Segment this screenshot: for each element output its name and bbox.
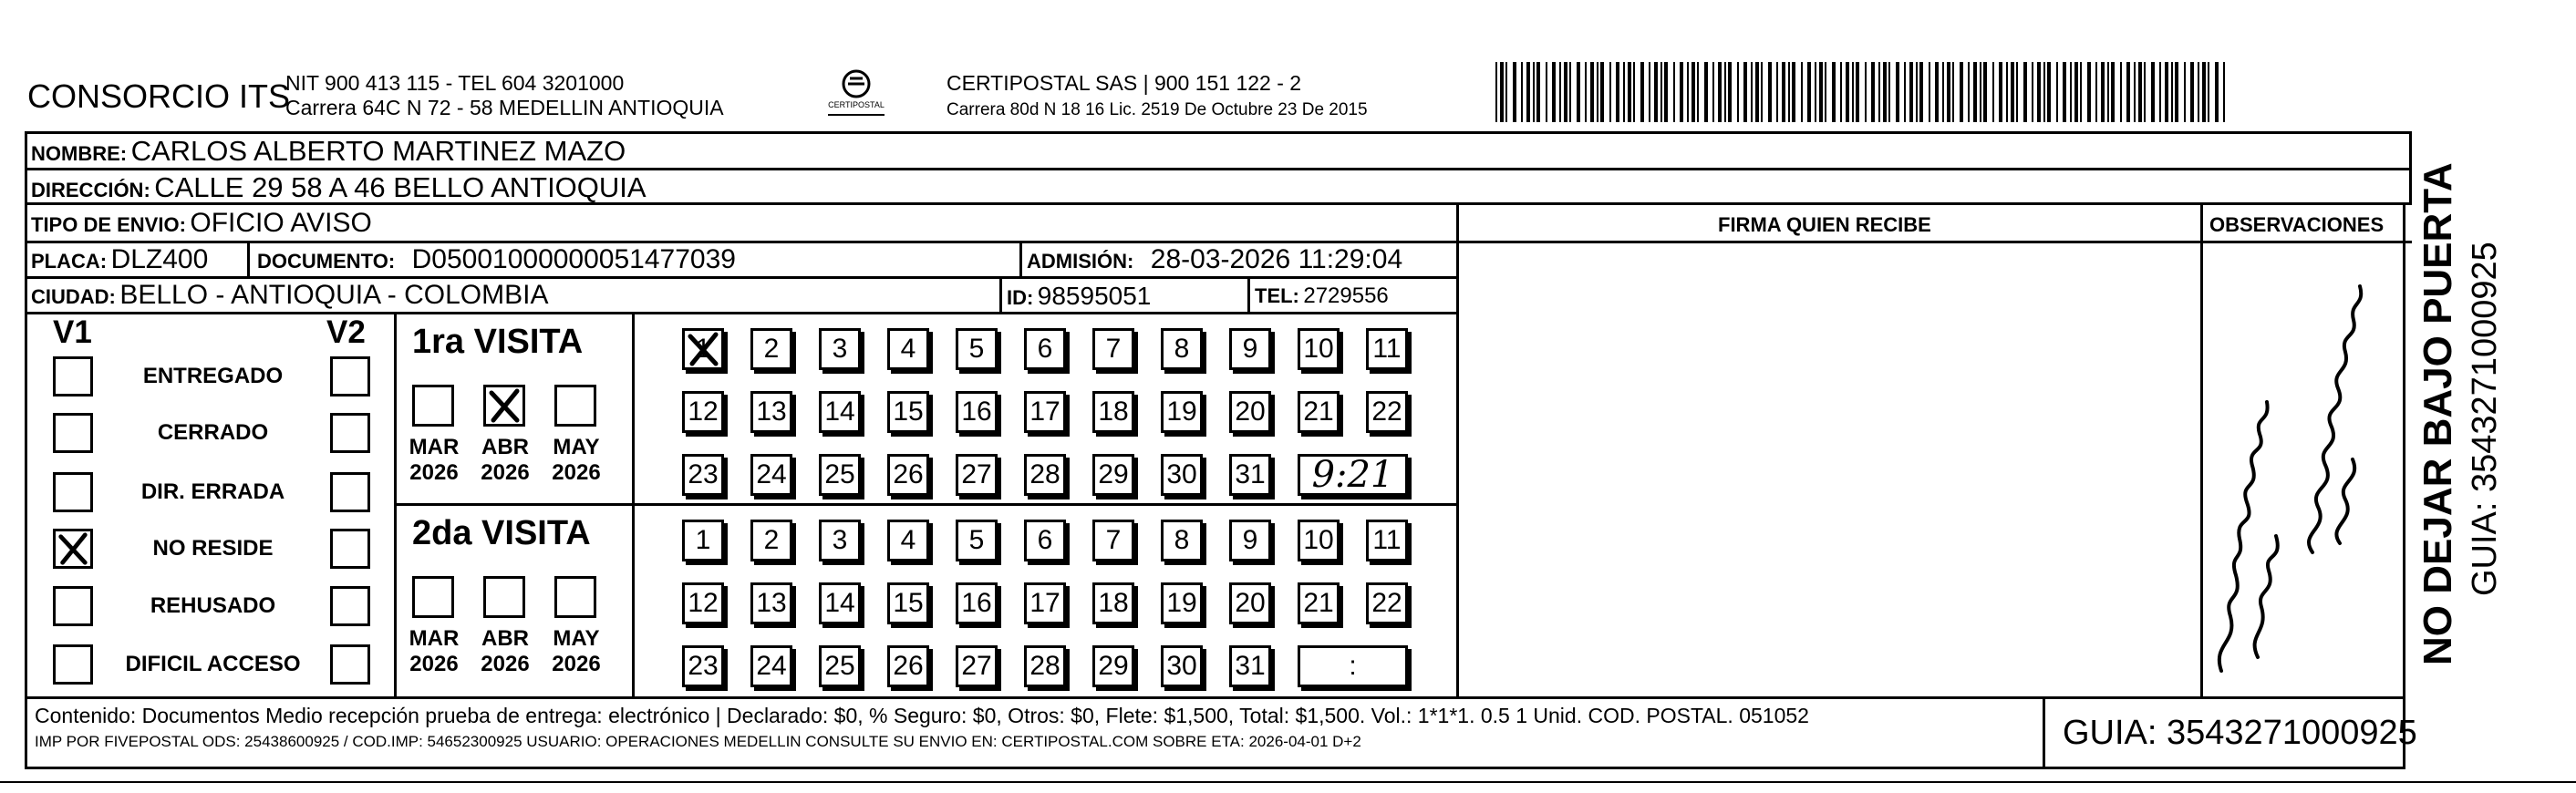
day-number: 8 [1174, 334, 1190, 364]
month-label: ABR [481, 435, 529, 459]
day-number: 15 [893, 588, 924, 618]
day-number: 6 [1037, 525, 1053, 555]
carrier-address: Carrera 80d N 18 16 Lic. 2519 De Octubre 23 De 2015 [947, 100, 1368, 119]
day-box[interactable] [1229, 391, 1271, 433]
day-box[interactable] [1298, 328, 1340, 370]
side-guia: GUIA: 3543271000925 [2466, 242, 2504, 596]
day-number: 1 [695, 334, 711, 364]
time-value: 9:21 [1311, 454, 1394, 496]
day-box[interactable] [1229, 454, 1271, 496]
day-number: 28 [1029, 459, 1060, 489]
company-nit: NIT 900 413 115 - TEL 604 3201000 [285, 71, 625, 95]
day-number: 18 [1098, 588, 1129, 618]
day-box[interactable] [887, 328, 929, 370]
day-number: 4 [900, 525, 916, 555]
v2-checkbox[interactable] [330, 529, 370, 569]
day-number: 26 [893, 651, 924, 681]
v2-header: V2 [326, 314, 366, 350]
day-box[interactable] [750, 520, 792, 561]
ciudad-row [31, 282, 548, 309]
id-label: ID: [1007, 286, 1034, 309]
day-box[interactable] [1024, 520, 1066, 561]
nombre-value: CARLOS ALBERTO MARTINEZ MAZO [130, 135, 626, 167]
day-number: 10 [1303, 334, 1334, 364]
v2-checkbox[interactable] [330, 472, 370, 512]
day-number: 7 [1105, 334, 1122, 364]
day-number: 2 [763, 525, 780, 555]
day-number: 1 [695, 525, 711, 555]
day-number: 26 [893, 459, 924, 489]
id-value: 98595051 [1037, 282, 1152, 310]
day-box[interactable] [819, 520, 861, 561]
day-number: 13 [756, 396, 787, 427]
v2-checkbox[interactable] [330, 644, 370, 685]
day-number: 14 [824, 588, 855, 618]
day-box[interactable] [819, 328, 861, 370]
time-box[interactable] [1298, 454, 1408, 496]
day-box[interactable] [819, 582, 861, 624]
month-label: MAR [409, 626, 460, 651]
day-number: 6 [1037, 334, 1053, 364]
v1-header: V1 [53, 314, 92, 350]
visit-title: 1ra VISITA [412, 323, 584, 361]
firma-area[interactable] [1459, 242, 2199, 695]
day-box[interactable] [1024, 328, 1066, 370]
day-box[interactable] [750, 645, 792, 687]
v1-checkbox[interactable] [53, 529, 93, 569]
day-box[interactable] [956, 582, 998, 624]
month-checkbox[interactable] [412, 385, 454, 427]
day-number: 17 [1029, 588, 1060, 618]
placa-label: PLACA: [31, 250, 108, 273]
status-label: ENTREGADO [142, 364, 284, 388]
day-number: 22 [1371, 396, 1402, 427]
day-number: 27 [961, 651, 992, 681]
status-label: NO RESIDE [152, 536, 274, 561]
side-labels [2407, 128, 2576, 675]
day-box[interactable] [1298, 582, 1340, 624]
ciudad-value: BELLO - ANTIOQUIA - COLOMBIA [119, 280, 549, 310]
tel-value: 2729556 [1303, 283, 1389, 308]
month-year: 2026 [481, 460, 530, 485]
status-label: REHUSADO [150, 593, 276, 618]
day-number: 20 [1235, 588, 1266, 618]
footer-guia: GUIA: 3543271000925 [2063, 714, 2417, 752]
month-year: 2026 [552, 460, 601, 485]
day-box[interactable] [887, 454, 929, 496]
day-number: 22 [1371, 588, 1402, 618]
documento-label: DOCUMENTO: [257, 250, 396, 273]
logo-text: CERTIPOSTAL [828, 100, 885, 109]
day-box[interactable] [1161, 391, 1203, 433]
month-label: ABR [481, 626, 529, 651]
day-box[interactable] [956, 520, 998, 561]
barcode [1495, 62, 2225, 122]
day-box[interactable] [682, 582, 724, 624]
day-box[interactable] [1229, 645, 1271, 687]
day-box[interactable] [1092, 328, 1134, 370]
placa-row [31, 246, 208, 273]
day-number: 2 [763, 334, 780, 364]
day-box[interactable] [1161, 520, 1203, 561]
day-number: 11 [1372, 525, 1402, 555]
month-year: 2026 [552, 652, 601, 676]
company-name: CONSORCIO ITS [27, 77, 291, 115]
month-year: 2026 [481, 652, 530, 676]
day-number: 23 [688, 651, 719, 681]
month-year: 2026 [409, 460, 459, 485]
id-row [1007, 283, 1151, 309]
v2-checkbox[interactable] [330, 586, 370, 626]
day-number: 16 [961, 588, 992, 618]
documento-value: D05001000000051477039 [411, 244, 736, 274]
observaciones-header: OBSERVACIONES [2209, 213, 2385, 236]
month-label: MAY [553, 435, 600, 459]
day-box[interactable] [1092, 645, 1134, 687]
day-box[interactable] [1092, 520, 1134, 561]
day-box[interactable] [1024, 582, 1066, 624]
day-number: 25 [824, 651, 855, 681]
tipo-envio-label: TIPO DE ENVIO: [31, 213, 186, 236]
day-number: 5 [968, 525, 985, 555]
v1-checkbox[interactable] [53, 356, 93, 396]
status-label: DIR. ERRADA [140, 479, 285, 504]
company-address: Carrera 64C N 72 - 58 MEDELLIN ANTIOQUIA [285, 96, 724, 119]
tel-label: TEL: [1255, 284, 1299, 307]
day-number: 24 [756, 459, 787, 489]
day-number: 19 [1166, 588, 1197, 618]
day-box[interactable] [1366, 582, 1408, 624]
day-box[interactable] [887, 645, 929, 687]
month-checkbox[interactable] [412, 576, 454, 618]
day-box[interactable] [887, 391, 929, 433]
day-box[interactable] [887, 520, 929, 561]
day-number: 7 [1105, 525, 1122, 555]
day-box[interactable] [1024, 645, 1066, 687]
handwritten-observaciones [2203, 242, 2402, 695]
v2-checkbox[interactable] [330, 413, 370, 453]
observaciones-area[interactable] [2203, 242, 2402, 695]
direccion-row [31, 173, 647, 201]
ciudad-label: CIUDAD: [31, 285, 116, 308]
day-number: 12 [688, 588, 719, 618]
day-number: 12 [688, 396, 719, 427]
day-number: 31 [1235, 459, 1266, 489]
day-box[interactable] [1229, 582, 1271, 624]
v1-checkbox[interactable] [53, 644, 93, 685]
month-label: MAY [553, 626, 600, 651]
day-box[interactable] [1161, 645, 1203, 687]
v2-checkbox[interactable] [330, 356, 370, 396]
tipo-envio-value: OFICIO AVISO [190, 208, 372, 238]
day-box[interactable] [1161, 328, 1203, 370]
month-checkbox[interactable] [483, 576, 525, 618]
day-box[interactable] [682, 645, 724, 687]
day-number: 21 [1303, 588, 1334, 618]
v1-checkbox[interactable] [53, 472, 93, 512]
day-box[interactable] [1366, 328, 1408, 370]
day-box[interactable] [1092, 454, 1134, 496]
day-number: 30 [1166, 459, 1197, 489]
day-number: 24 [756, 651, 787, 681]
day-number: 31 [1235, 651, 1266, 681]
certipostal-logo [822, 67, 890, 122]
day-box[interactable] [1024, 391, 1066, 433]
day-number: 18 [1098, 396, 1129, 427]
day-box[interactable] [682, 454, 724, 496]
day-box[interactable] [682, 520, 724, 561]
imp-text: IMP POR FIVEPOSTAL ODS: 25438600925 / COD.IMP: 54652300925 USUARIO: OPERACIONES MEDELLIN CONSULTE SU ENVIO EN: CERTIPOSTAL.COM SOBRE ETA: 2026-04-01 D+2 [35, 733, 1361, 750]
day-number: 10 [1303, 525, 1334, 555]
month-checkbox[interactable] [554, 385, 596, 427]
day-number: 11 [1372, 334, 1402, 364]
direccion-label: DIRECCIÓN: [31, 179, 150, 201]
day-number: 20 [1235, 396, 1266, 427]
day-box[interactable] [956, 328, 998, 370]
day-box[interactable] [1298, 391, 1340, 433]
time-value: : [1349, 651, 1357, 681]
day-box[interactable] [682, 328, 724, 370]
status-label: CERRADO [157, 420, 269, 445]
day-number: 29 [1098, 459, 1129, 489]
day-box[interactable] [956, 454, 998, 496]
day-box[interactable] [1092, 391, 1134, 433]
no-dejar-bajo-puerta: NO DEJAR BAJO PUERTA [2416, 162, 2460, 665]
day-box[interactable] [1024, 454, 1066, 496]
direccion-value: CALLE 29 58 A 46 BELLO ANTIOQUIA [154, 171, 647, 203]
day-number: 9 [1242, 525, 1258, 555]
day-number: 8 [1174, 525, 1190, 555]
nombre-label: NOMBRE: [31, 142, 128, 165]
day-box[interactable] [1092, 582, 1134, 624]
day-number: 3 [832, 334, 848, 364]
day-number: 4 [900, 334, 916, 364]
day-box[interactable] [1366, 391, 1408, 433]
admision-label: ADMISIÓN: [1027, 250, 1134, 273]
nombre-row [31, 137, 626, 165]
day-number: 13 [756, 588, 787, 618]
day-number: 23 [688, 459, 719, 489]
day-box[interactable] [1229, 520, 1271, 561]
day-number: 27 [961, 459, 992, 489]
day-box[interactable] [1161, 582, 1203, 624]
admision-value: 28-03-2026 11:29:04 [1150, 244, 1403, 274]
day-number: 19 [1166, 396, 1197, 427]
month-year: 2026 [409, 652, 459, 676]
day-box[interactable] [819, 454, 861, 496]
day-number: 3 [832, 525, 848, 555]
day-box[interactable] [956, 645, 998, 687]
day-box[interactable] [1229, 328, 1271, 370]
day-box[interactable] [750, 582, 792, 624]
time-box[interactable] [1298, 645, 1408, 687]
tipo-envio-row [31, 210, 372, 237]
carrier-name: CERTIPOSTAL SAS | 900 151 122 - 2 [947, 71, 1302, 95]
documento-row [257, 246, 736, 273]
firma-header: FIRMA QUIEN RECIBE [1718, 213, 1931, 236]
day-number: 21 [1303, 396, 1334, 427]
day-number: 29 [1098, 651, 1129, 681]
month-checkbox[interactable] [483, 385, 525, 427]
month-checkbox[interactable] [554, 576, 596, 618]
contenido-text: Contenido: Documentos Medio recepción prueba de entrega: electrónico | Declarado: $0, % Seguro: $0, Otros: $0, Flete: $1,500, Total: $1,500. Vol.: 1*1*1. 0.5 1 Unid. COD. POSTAL. 051052 [35, 704, 1809, 727]
day-box[interactable] [750, 454, 792, 496]
day-box[interactable] [819, 645, 861, 687]
day-box[interactable] [682, 391, 724, 433]
day-number: 5 [968, 334, 985, 364]
admision-row [1027, 246, 1402, 273]
tel-row [1255, 285, 1389, 307]
day-number: 15 [893, 396, 924, 427]
day-number: 17 [1029, 396, 1060, 427]
day-number: 16 [961, 396, 992, 427]
day-box[interactable] [1298, 520, 1340, 561]
day-number: 14 [824, 396, 855, 427]
v1-checkbox[interactable] [53, 586, 93, 626]
day-box[interactable] [750, 391, 792, 433]
month-label: MAR [409, 435, 460, 459]
visit-title: 2da VISITA [412, 514, 591, 552]
status-label: DIFICIL ACCESO [125, 652, 301, 676]
day-number: 28 [1029, 651, 1060, 681]
day-box[interactable] [1161, 454, 1203, 496]
day-number: 25 [824, 459, 855, 489]
day-number: 30 [1166, 651, 1197, 681]
day-box[interactable] [819, 391, 861, 433]
day-box[interactable] [1366, 520, 1408, 561]
day-box[interactable] [750, 328, 792, 370]
day-number: 9 [1242, 334, 1258, 364]
placa-value: DLZ400 [110, 244, 209, 274]
day-box[interactable] [956, 391, 998, 433]
v1-checkbox[interactable] [53, 413, 93, 453]
day-box[interactable] [887, 582, 929, 624]
